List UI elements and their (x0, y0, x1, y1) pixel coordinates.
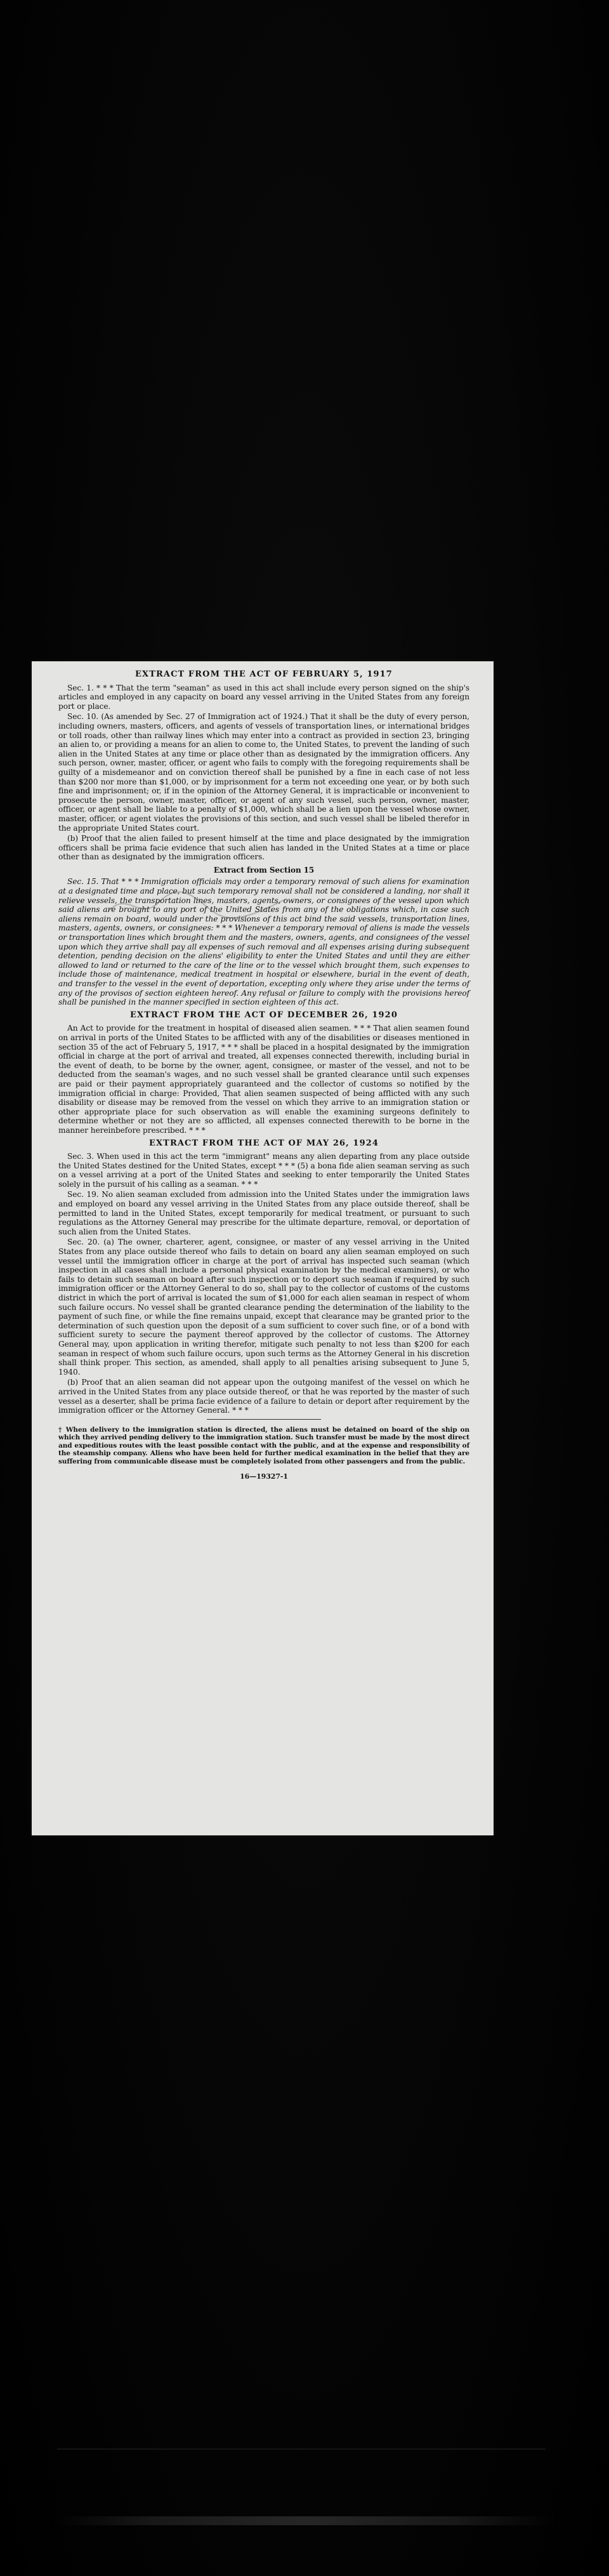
section-heading-1920: EXTRACT FROM THE ACT OF DECEMBER 26, 1920 (130, 1010, 398, 1020)
footnote-divider (207, 1419, 321, 1420)
paragraph-sec-20b: (b) Proof that an alien seaman did not appear upon the outgoing manifest of the vessel on which he arrived in the United States from any place outside thereof, or that he was reported by the master of such vessel as a deserter, shall be prima facie evidence of a failure to detain or deport after requirement by the immigration officer or the Attorney General. * * * (58, 1378, 469, 1415)
document-page (32, 661, 494, 1835)
paragraph-sec-19: Sec. 19. No alien seaman excluded from admission into the United States under the immigration laws and employed on board any vessel arriving in the United States from any place outside thereof, shall be permitted to land in the United States, except temporarily for medical treatment, or pursuant to such regulations as the Attorney General may prescribe for the ultimate departure, removal, or deportation of such alien from the United States. (58, 1190, 469, 1236)
paragraph-sec-3: Sec. 3. When used in this act the term "immigrant" means any alien departing from any place outside the United States destined for the United States, except * * * (5) a bona fide alien seaman serving as such on a vessel arriving at a port of the United States and seeking to enter temporarily the United States solely in the pursuit of his calling as a seaman. * * * (58, 1152, 469, 1189)
section-heading-1917: EXTRACT FROM THE ACT OF FEBRUARY 5, 1917 (135, 670, 393, 679)
section-heading-1924: EXTRACT FROM THE ACT OF MAY 26, 1924 (148, 1138, 379, 1148)
form-number: 16—19327-1 (240, 1472, 288, 1481)
footnote: † When delivery to the immigration station is directed, the aliens must be detained on board of the ship on which they arrived pending delivery to the immigration station. Such transfer must be made by the most direct and expeditious routes with the least possible contact with the public, and at the expense and responsibility of the steamship company. Aliens who have been held for further medical examination in the belief that they are suffering from communicable disease must be completely isolated from other passengers and from the public. (58, 1425, 469, 1465)
paragraph-act-1920: An Act to provide for the treatment in hospital of diseased alien seamen. * * * That alien seamen found on arrival in ports of the United States to be afflicted with any of the disabilities or diseases mentioned in section 35 of the act of February 5, 1917, * * * shall be placed in a hospital designated by the immigration official in charge at the port of arrival and treated, all expenses connected therewith, including burial in the event of death, to be borne by the owner, agent, consignee, or master of the vessel, and not to be deducted from the seaman's wages, and no such vessel shall be granted clearance until such expenses are paid or their payment appropriately guaranteed and the collector of customs so notified by the immigration official in charge: Provided, That alien seamen suspected of being afflicted with any such disability or disease may be removed from the vessel on which they arrive to an immigration station or other appropriate place for such observation as will enable the examining surgeons definitely to determine whether or not they are so afflicted, all expenses connected therewith to be borne in the manner hereinbefore prescribed. * * * (58, 1024, 469, 1135)
subheading-section-15: Extract from Section 15 (213, 865, 315, 875)
paragraph-proof-landing: (b) Proof that the alien failed to present himself at the time and place designated by the immigration officers shall be prima facie evidence that such alien has landed in the United States at a time or place other than as designated by the immigration officers. (58, 834, 469, 862)
paragraph-sec-10: Sec. 10. (As amended by Sec. 27 of Immigration act of 1924.) That it shall be the duty of every person, including owners, masters, officers, and agents of vessels of transportation lines, or international bridges or toll roads, other than railway lines which may enter into a contract as provided in section 23, bringing an alien to, or providing a means for an alien to come to, the United States, to prevent the landing of such alien in the United States at any time or place other than as designated by the immigration officers. Any such person, owner, master, officer, or agent who fails to comply with the foregoing requirements shall be guilty of a misdemeanor and on conviction thereof shall be punished by a fine in each case of not less than $200 nor more than $1,000, or by imprisonment for a term not exceeding one year, or by both such fine and imprisonment; or, if in the opinion of the Attorney General, it is impracticable or inconvenient to prosecute the person, owner, master, officer, or agent of any such vessel, such person, owner, master, officer, or agent shall be liable to a penalty of $1,000, which shall be a lien upon the vessel whose owner, master, officer, or agent violates the provisions of this section, and such vessel shall be libeled therefor in the appropriate United States court. (58, 712, 469, 833)
scanner-edge-strip (51, 2516, 558, 2525)
document-body (58, 666, 469, 1481)
paragraph-sec-15: Sec. 15. That * * * Immigration officials may order a temporary removal of such aliens for examination at a designated time and place, but such temporary removal shall not be considered a landing, nor shall it relieve vessels, the transportation lines, masters, agents, owners, or consignees of the vessel upon which said aliens are brought to any port of the United States from any of the obligations which, in case such aliens remain on board, would under the provisions of this act bind the said vessels, transportation lines, masters, agents, owners, or consignees: * * * Whenever a temporary removal of aliens is made the vessels or transportation lines which brought them and the masters, owners, agents, and consignees of the vessel upon which they arrive shall pay all expenses of such removal and all expenses arising during subsequent detention, pending decision on the aliens' eligibility to enter the United States and until they are either allowed to land or returned to the care of the line or to the vessel which brought them, such expenses to include those of maintenance, medical treatment in hospital or elsewhere, burial in the event of death, and transfer to the vessel in the event of deportation, excepting only where they arise under the terms of any of the provisos of section eighteen hereof. Any refusal or failure to comply with the provisions hereof shall be punished in the manner specified in section eighteen of this act. (58, 877, 469, 1007)
paragraph-sec-20a: Sec. 20. (a) The owner, charterer, agent, consignee, or master of any vessel arriving in the United States from any place outside thereof who fails to detain on board any alien seaman employed on such vessel until the immigration officer in charge at the port of arrival has inspected such seaman (which inspection in all cases shall include a personal physical examination by the medical examiners), or who fails to detain such seaman on board after such inspection or to deport such seaman if required by such immigration officer or the Attorney General to do so, shall pay to the collector of customs of the customs district in which the port of arrival is located the sum of $1,000 for each alien seaman in respect of whom such failure occurs. No vessel shall be granted clearance pending the determination of the liability to the payment of such fine, or while the fine remains unpaid, except that clearance may be granted prior to the determination of such question upon the deposit of a sum sufficient to cover such fine, or of a bond with sufficient surety to secure the payment thereof approved by the collector of customs. The Attorney General may, upon application in writing therefor, mitigate such penalty to not less than $200 for each seaman in respect of whom such failure occurs, upon such terms as the Attorney General in his discretion shall think proper. This section, as amended, shall apply to all penalties arising subsequent to June 5, 1940. (58, 1238, 469, 1377)
scanner-artifact-line (57, 2448, 546, 2450)
paragraph-sec-1: Sec. 1. * * * That the term "seaman" as used in this act shall include every person signed on the ship's articles and employed in any capacity on board any vessel arriving in the United States from any foreign port or place. (58, 683, 469, 711)
